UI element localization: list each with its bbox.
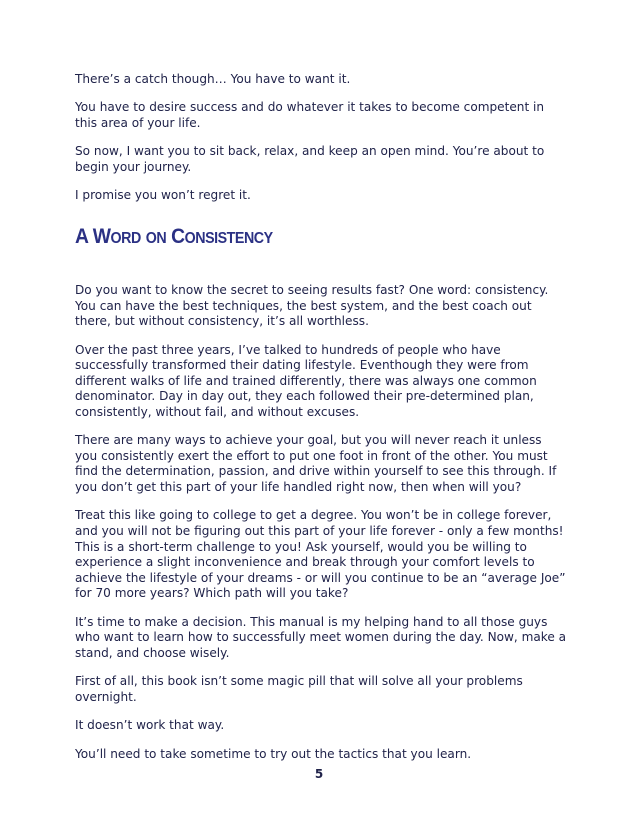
section-heading (75, 225, 528, 251)
paragraph-main-5: It’s time to make a decision. This manual is my helping hand to all those guys who want to learn how to successfully meet women during the day. Now, make a stand, and choose wisely. (75, 614, 567, 661)
paragraph-intro-3: So now, I want you to sit back, relax, and keep an open mind. You’re about to begin your journey. (75, 144, 545, 174)
paragraph-intro-2: You have to desire success and do whatever it takes to become competent in this area of your life. (75, 100, 545, 130)
heading-cap-c: C (171, 224, 185, 248)
heading-cap-w: W (92, 224, 111, 248)
paragraph-main-1: Do you want to know the secret to seeing results fast? One word: consistency. You can have the best techniques, the best system, and the best coach out there, but without consistency, it’s all worthless. (75, 282, 549, 329)
paragraph-intro-1: There’s a catch though… You have to want it. (75, 72, 351, 86)
page-number: 5 (314, 767, 324, 781)
paragraph-main-7: It doesn’t work that way. (75, 718, 225, 733)
paragraph-main-8: You’ll need to take sometime to try out the tactics that you learn. (75, 746, 472, 761)
heading-cap-a: A (75, 224, 88, 248)
paragraph-intro-4: I promise you won’t regret it. (75, 188, 251, 203)
paragraph-main-3: There are many ways to achieve your goal, but you will never reach it unless you consistently exert the effort to put one foot in front of the other. You must find the determination, passion, and drive within yourself to see this through. If you don’t get this part of your life handled right now, then when will you? (75, 433, 557, 495)
heading-small-ord: ORD (110, 229, 141, 247)
heading-small-on: ON (145, 229, 167, 247)
page-body (75, 72, 567, 775)
paragraph-main-6: First of all, this book isn’t some magic pill that will solve all your problems overnight. (75, 674, 523, 704)
heading-small-onsistency: ONSISTENCY (184, 229, 273, 247)
paragraph-main-4: Treat this like going to college to get a degree. You won’t be in college forever, and you will not be figuring out this part of your life forever - only a few months! This is a short-term challenge to you! Ask yourself, would you be willing to experience a slight inconvenience and break through your comfort levels to achieve the lifestyle of your dreams - or will you continue to be an “average Joe” for 70 more years? Which path will you take? (75, 508, 566, 601)
paragraph-main-2: Over the past three years, I’ve talked to hundreds of people who have successfully transformed their dating lifestyle. Eventhough they were from different walks of life and trained differently, there was always one common denominator. Day in day out, they each followed their pre-determined plan, consistently, without fail, and without excuses. (75, 342, 537, 419)
